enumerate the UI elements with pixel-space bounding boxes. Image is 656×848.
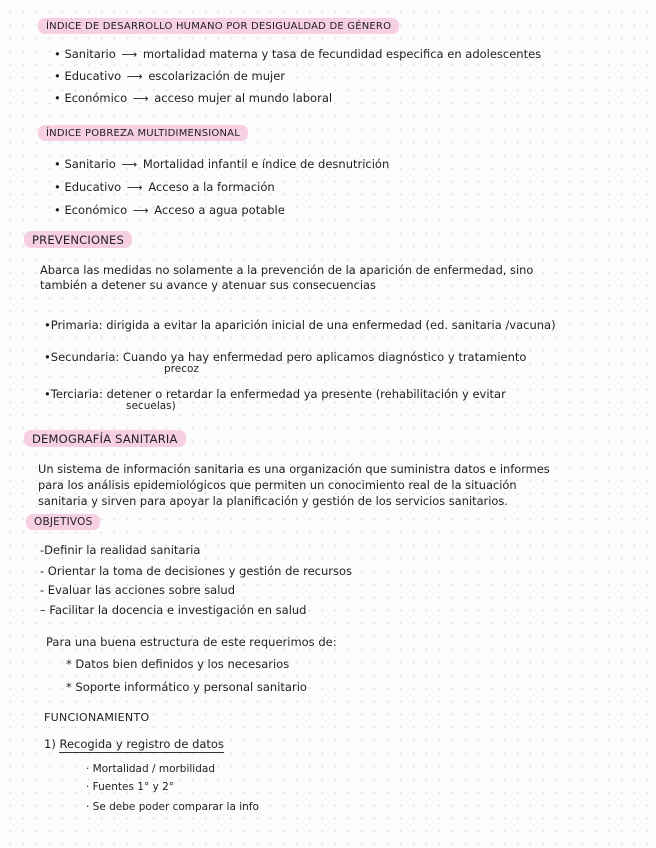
arrow-right-icon: ⟶	[121, 158, 138, 171]
heading-demografia: DEMOGRAFÍA SANITARIA	[24, 430, 186, 447]
item-label: • Sanitario	[54, 157, 116, 171]
item-text: Acceso a la formación	[148, 180, 275, 194]
prevention-secundaria	[44, 350, 526, 364]
list-item	[54, 69, 285, 84]
list-item: · Fuentes 1° y 2°	[86, 781, 175, 793]
prevention-terciaria	[44, 387, 506, 401]
step-number: 1)	[44, 737, 56, 751]
item-text-continuation: precoz	[164, 363, 199, 375]
item-label: •Secundaria:	[44, 350, 120, 364]
item-text: dirigida a evitar la aparición inicial de una enfermedad (ed. sanitaria /vacuna)	[106, 318, 556, 332]
heading-objetivos: OBJETIVOS	[26, 514, 100, 530]
arrow-right-icon: ⟶	[126, 70, 143, 83]
list-item: - Evaluar las acciones sobre salud	[40, 583, 236, 597]
heading-ipm: ÍNDICE POBREZA MULTIDIMENSIONAL	[38, 125, 248, 141]
step-title: Recogida y registro de datos	[59, 737, 224, 751]
item-text: Cuando ya hay enfermedad pero aplicamos diagnóstico y tratamiento	[122, 350, 527, 364]
item-text: detener o retardar la enfermedad ya presente (rehabilitación y evitar	[106, 387, 506, 401]
list-item: -Definir la realidad sanitaria	[40, 543, 201, 557]
heading-prevenciones: PREVENCIONES	[24, 231, 132, 248]
item-text-continuation: secuelas)	[126, 400, 176, 412]
item-label: • Económico	[54, 203, 128, 217]
prevention-primaria	[44, 318, 556, 332]
item-label: • Educativo	[54, 180, 122, 194]
paragraph-line: también a detener su avance y atenuar sus consecuencias	[40, 278, 376, 292]
list-item	[54, 180, 275, 195]
item-text: mortalidad materna y tasa de fecundidad especifica en adolescentes	[142, 47, 542, 61]
arrow-right-icon: ⟶	[126, 181, 143, 194]
heading-idh-genero: ÍNDICE DE DESARROLLO HUMANO POR DESIGUALDAD DE GÉNERO	[38, 18, 399, 34]
item-label: •Primaria:	[44, 318, 103, 332]
paragraph-line: Abarca las medidas no solamente a la prevención de la aparición de enfermedad, sino	[40, 263, 534, 277]
list-item	[54, 157, 389, 172]
arrow-right-icon: ⟶	[121, 48, 138, 61]
arrow-right-icon: ⟶	[132, 92, 149, 105]
paragraph-line: sanitaria y sirven para apoyar la planificación y gestión de los servicios sanitarios.	[38, 494, 508, 508]
step-heading	[44, 737, 224, 751]
list-item: · Mortalidad / morbilidad	[86, 763, 215, 775]
list-item: - Orientar la toma de decisiones y gestión de recursos	[40, 564, 353, 578]
item-label: • Sanitario	[54, 47, 116, 61]
paragraph-line: Un sistema de información sanitaria es una organización que suministra datos e informes	[38, 462, 550, 476]
requisitos-intro: Para una buena estructura de este requerimos de:	[46, 635, 337, 649]
item-text: Mortalidad infantil e índice de desnutrición	[142, 157, 390, 171]
item-text: acceso mujer al mundo laboral	[154, 91, 333, 105]
list-item	[54, 91, 332, 106]
item-text: Acceso a agua potable	[154, 203, 285, 217]
item-text: escolarización de mujer	[148, 69, 286, 83]
list-item: * Soporte informático y personal sanitario	[66, 680, 307, 694]
list-item	[54, 203, 285, 218]
list-item: * Datos bien definidos y los necesarios	[66, 657, 290, 671]
item-label: • Educativo	[54, 69, 122, 83]
list-item: · Se debe poder comparar la info	[86, 801, 259, 813]
paragraph-line: para los análisis epidemiológicos que permiten un conocimiento real de la situación	[38, 478, 517, 492]
list-item	[54, 47, 541, 62]
item-label: •Terciaria:	[44, 387, 103, 401]
heading-funcionamiento: FUNCIONAMIENTO	[44, 711, 150, 724]
item-label: • Económico	[54, 91, 128, 105]
arrow-right-icon: ⟶	[132, 204, 149, 217]
list-item: – Facilitar la docencia e investigación en salud	[40, 603, 307, 617]
